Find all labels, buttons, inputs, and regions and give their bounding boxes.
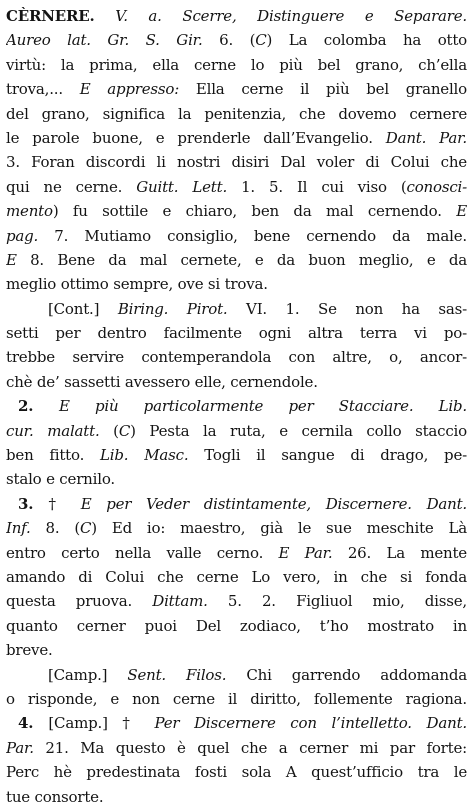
text-segment: [95, 7, 116, 25]
text-line: [6, 77, 467, 101]
text-segment: ) La colomba ha otto: [266, 31, 467, 50]
text-segment: trova,...: [6, 80, 80, 99]
italic-text: Aureo lat. Gr. S. Gir.: [6, 31, 203, 50]
text-line: [6, 760, 467, 784]
italic-text: Dittam.: [152, 592, 208, 611]
text-line: [6, 736, 467, 760]
text-segment: 8. (: [30, 519, 80, 538]
text-segment: stalo e cernilo.: [6, 470, 115, 489]
text-line: [6, 565, 467, 589]
italic-text: E Par.: [278, 543, 333, 562]
text-segment: entro certo nella valle cerno.: [6, 543, 279, 562]
text-line: [6, 785, 467, 809]
text-line: [6, 419, 467, 443]
text-line: [6, 687, 467, 711]
text-segment: trebbe servire contemperandola con altre, o, ancor-: [6, 348, 467, 367]
text-segment: Togli il sangue di drago, pe-: [188, 446, 467, 465]
text-segment: questa pruova.: [6, 592, 153, 611]
text-line: [6, 102, 467, 126]
text-segment: (: [99, 421, 119, 440]
text-line: [6, 589, 467, 613]
italic-text: cur. malatt.: [6, 421, 100, 440]
italic-text: E: [6, 250, 17, 269]
text-line: [6, 492, 467, 516]
text-segment: VI. 1. Se non ha sas-: [227, 299, 467, 318]
text-segment: 7. Mutiamo consiglio, bene cernendo da male.: [38, 226, 467, 245]
text-line: [6, 224, 467, 248]
text-segment: 26. La mente: [332, 543, 467, 562]
text-line: [6, 370, 467, 394]
text-line: [6, 199, 467, 223]
text-segment: qui ne cerne.: [6, 177, 137, 196]
italic-text: C: [80, 519, 92, 538]
italic-text: Lib. Masc.: [100, 446, 189, 465]
text-segment: ben fitto.: [6, 446, 101, 465]
text-line: [6, 467, 467, 491]
italic-text: E: [456, 202, 467, 221]
text-segment: ) Pesta la ruta, e cernila collo staccio: [130, 421, 467, 440]
text-segment: le parole buone, e prenderle dall’Evangelio.: [6, 128, 386, 147]
text-segment: [Camp.] †: [48, 714, 155, 733]
text-line: [6, 614, 467, 638]
italic-text: E appresso:: [79, 80, 180, 99]
italic-text: V. a. Scerre, Distinguere e Separare.: [115, 7, 467, 25]
text-line: [6, 321, 467, 345]
text-segment: o risponde, e non cerne il diritto, follemente ragiona.: [6, 689, 467, 708]
dictionary-entry-cernere: [6, 4, 467, 809]
text-line: [6, 272, 467, 296]
italic-text: Inf.: [6, 519, 31, 538]
text-line: [6, 663, 467, 687]
italic-text: Guitt. Lett.: [136, 177, 228, 196]
text-segment: ) Ed io: maestro, già le sue meschite Là: [91, 519, 467, 538]
text-line: [6, 394, 467, 418]
italic-text: Per Discernere con l’intelletto. Dant.: [154, 714, 467, 733]
text-segment: 1. 5. Il cui viso (: [227, 177, 407, 196]
text-line: [6, 711, 467, 735]
text-line: [6, 345, 467, 369]
text-line: [6, 516, 467, 540]
bold-text: 4.: [18, 714, 49, 733]
text-segment: 3. Foran discordi li nostri disiri Dal voler di Colui che: [6, 153, 467, 172]
italic-text: C: [118, 421, 131, 440]
bold-text: 2.: [18, 397, 59, 416]
text-segment: Ella cerne il più bel granello: [179, 80, 467, 99]
text-segment: breve.: [6, 641, 53, 660]
text-line: [6, 638, 467, 662]
text-segment: setti per dentro facilmente ogni altra terra vi po-: [6, 324, 467, 343]
italic-text: E per Veder distintamente, Discernere. Dant.: [80, 494, 467, 513]
text-segment: †: [48, 494, 81, 513]
text-line: [6, 248, 467, 272]
text-segment: del grano, significa la penitenzia, che dovemo cernere: [6, 104, 467, 123]
text-segment: quanto cerner puoi Del zodiaco, t’ho mostrato in: [6, 616, 467, 635]
text-segment: 8. Bene da mal cernete, e da buon meglio, e da: [16, 250, 467, 269]
text-segment: meglio ottimo sempre, ove si trova.: [6, 275, 268, 294]
text-segment: chè de’ sassetti avessero elle, cernendole.: [6, 372, 318, 391]
bold-text: 3.: [18, 494, 49, 513]
italic-text: conosci-: [406, 177, 467, 196]
text-segment: 5. 2. Figliuol mio, disse,: [207, 592, 467, 611]
text-line: [6, 53, 467, 77]
text-line: [6, 297, 467, 321]
text-segment: virtù: la prima, ella cerne lo più bel grano, ch’ella: [6, 55, 467, 74]
text-segment: ) fu sottile e chiaro, ben da mal cernendo.: [52, 202, 457, 221]
italic-text: Biring. Pirot.: [117, 299, 228, 318]
italic-text: Par.: [6, 738, 34, 757]
italic-text: C: [255, 31, 267, 50]
text-segment: 6. (: [202, 31, 256, 50]
text-line: [6, 28, 467, 52]
italic-text: pag.: [6, 226, 39, 245]
text-segment: amando di Colui che cerne Lo vero, in che si fonda: [6, 567, 467, 586]
bold-text: CÈRNERE.: [6, 7, 95, 25]
text-line: [6, 126, 467, 150]
text-segment: Perc hè predestinata fosti sola A quest’ufficio tra le: [6, 763, 467, 782]
text-line: [6, 443, 467, 467]
text-line: [6, 541, 467, 565]
text-line: [6, 150, 467, 174]
italic-text: Dant. Par.: [385, 128, 467, 147]
text-line: [6, 175, 467, 199]
text-segment: [Camp.]: [48, 665, 128, 684]
text-segment: Chi garrendo addomanda: [226, 665, 467, 684]
italic-text: E più particolarmente per Stacciare. Lib.: [58, 397, 467, 416]
italic-text: Sent. Filos.: [127, 665, 227, 684]
text-line: [6, 4, 467, 28]
text-segment: tue consorte.: [6, 787, 104, 806]
italic-text: mento: [6, 202, 53, 221]
text-segment: [Cont.]: [48, 299, 118, 318]
text-segment: 21. Ma questo è quel che a cerner mi par forte:: [33, 738, 467, 757]
